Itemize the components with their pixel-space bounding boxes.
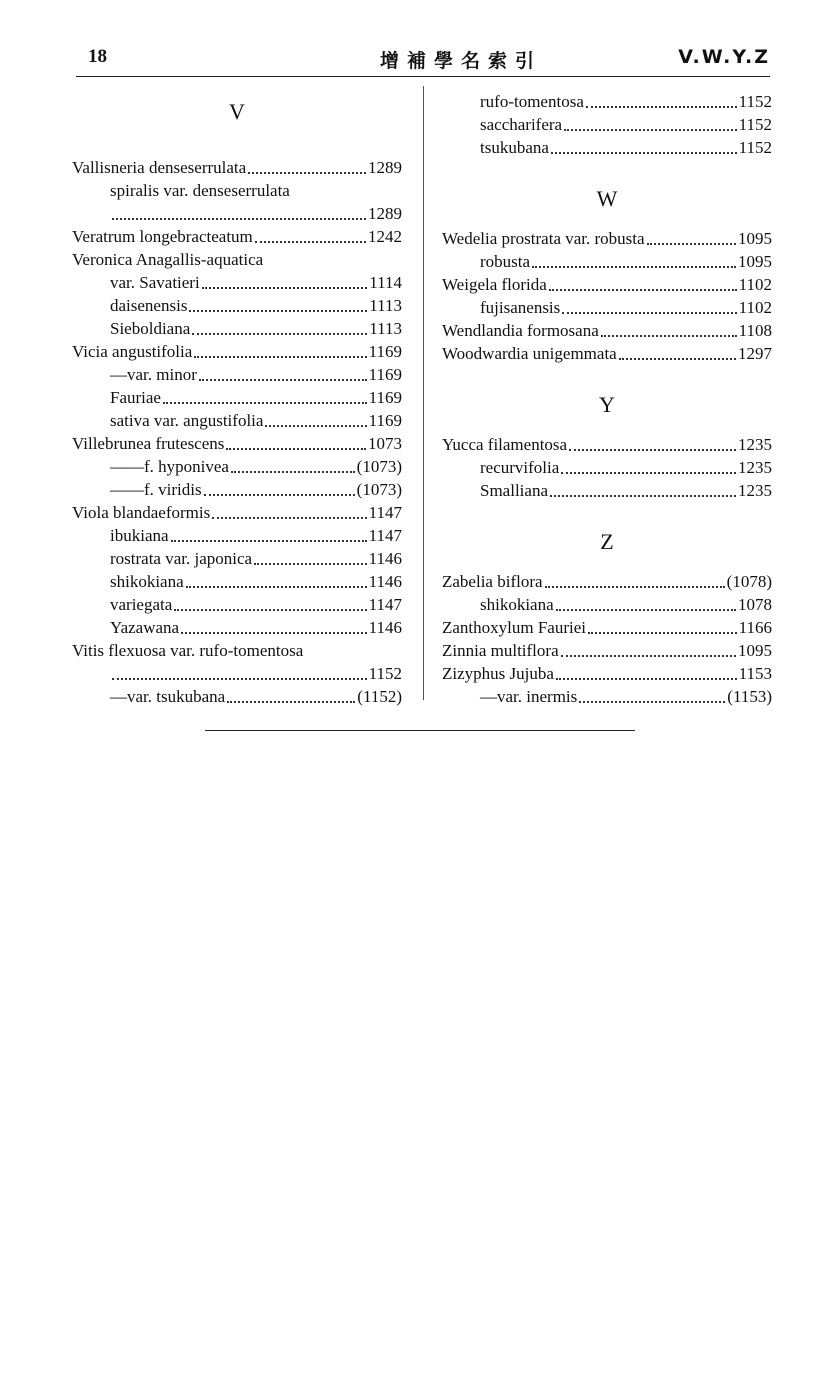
entry-list-z xyxy=(442,570,772,708)
leader-dots xyxy=(189,309,367,312)
leader-dots xyxy=(550,494,736,497)
leader-dots xyxy=(112,217,366,220)
entry-page-ref: (1153) xyxy=(727,687,772,706)
entry-name: fujisanensis xyxy=(480,298,561,317)
entry-name: Weigela florida xyxy=(442,275,547,294)
entry-page-ref: 1289 xyxy=(368,158,402,177)
index-entry xyxy=(72,478,402,501)
entry-page-ref: 1147 xyxy=(368,595,402,614)
entry-name: Villebrunea frutescens xyxy=(72,434,225,453)
entry-page-ref: 1146 xyxy=(368,618,402,637)
entry-page-ref: 1102 xyxy=(738,275,772,294)
section-heading-v: V xyxy=(229,99,245,124)
entry-page-ref: 1078 xyxy=(738,595,772,614)
entry-page-ref: 1153 xyxy=(738,664,772,683)
leader-dots xyxy=(192,332,367,335)
leader-dots xyxy=(601,334,737,337)
entry-page-ref: 1102 xyxy=(738,298,772,317)
leader-dots xyxy=(186,585,367,588)
entry-name: daisenensis xyxy=(110,296,188,315)
entry-page-ref: 1289 xyxy=(368,204,402,223)
entry-name: shikokiana xyxy=(480,595,554,614)
entry-page-ref: 1166 xyxy=(738,618,772,637)
entry-list-v-continued xyxy=(442,90,772,159)
index-entry xyxy=(72,524,402,547)
page-title: 增補學名索引 xyxy=(380,50,543,72)
leader-dots xyxy=(174,608,366,611)
entry-page-ref: 1152 xyxy=(738,138,772,157)
entry-name: Woodwardia unigemmata xyxy=(442,344,617,363)
index-entry xyxy=(442,136,772,159)
section-letters: V.W.Y.Z xyxy=(678,46,770,68)
entry-name: rostrata var. japonica xyxy=(110,549,253,568)
index-entry xyxy=(442,662,772,685)
leader-dots xyxy=(231,470,355,473)
index-entry xyxy=(72,271,402,294)
leader-dots xyxy=(556,677,737,680)
leader-dots xyxy=(532,265,736,268)
leader-dots xyxy=(562,311,736,314)
index-entry xyxy=(442,639,772,662)
entry-page-ref: 1169 xyxy=(368,365,402,384)
entry-name: variegata xyxy=(110,595,173,614)
entry-name: recurvifolia xyxy=(480,458,560,477)
index-entry xyxy=(442,342,772,365)
index-entry xyxy=(72,179,402,202)
index-entry xyxy=(442,319,772,342)
index-entry xyxy=(72,386,402,409)
entry-name: Wedelia prostrata var. robusta xyxy=(442,229,645,248)
entry-page-ref: (1152) xyxy=(357,687,402,706)
leader-dots xyxy=(579,700,725,703)
index-entry xyxy=(442,227,772,250)
entry-name: shikokiana xyxy=(110,572,184,591)
leader-dots xyxy=(226,447,366,450)
leader-dots xyxy=(564,128,737,131)
entry-name: Veratrum longebracteatum xyxy=(72,227,253,246)
entry-page-ref: 1147 xyxy=(368,526,402,545)
index-entry xyxy=(442,479,772,502)
entry-name: Vitis flexuosa var. rufo-tomentosa xyxy=(72,641,304,660)
entry-name: spiralis var. denseserrulata xyxy=(110,181,290,200)
entry-page-ref: 1152 xyxy=(738,115,772,134)
entry-name: —var. minor xyxy=(110,365,197,384)
leader-dots xyxy=(545,585,725,588)
index-entry xyxy=(442,250,772,273)
left-column xyxy=(72,90,402,708)
entry-page-ref: (1073) xyxy=(356,480,402,499)
entry-page-ref: 1169 xyxy=(368,342,402,361)
leader-dots xyxy=(549,288,737,291)
entry-page-ref: 1108 xyxy=(738,321,772,340)
entry-page-ref: 1169 xyxy=(368,388,402,407)
entry-page-ref: (1078) xyxy=(726,572,772,591)
entry-name: Sieboldiana xyxy=(110,319,191,338)
entry-name: Zabelia biflora xyxy=(442,572,543,591)
leader-dots xyxy=(255,240,366,243)
entry-name: sativa var. angustifolia xyxy=(110,411,264,430)
entry-list-v xyxy=(72,156,402,708)
index-entry xyxy=(72,639,402,662)
entry-name: Yucca filamentosa xyxy=(442,435,568,454)
leader-dots xyxy=(163,401,367,404)
leader-dots xyxy=(556,608,736,611)
index-entry xyxy=(442,570,772,593)
entry-page-ref: 1114 xyxy=(369,273,402,292)
index-entry xyxy=(72,432,402,455)
entry-page-ref: 1235 xyxy=(738,481,772,500)
entry-page-ref: 1169 xyxy=(368,411,402,430)
section-heading-z: Z xyxy=(600,529,614,554)
entry-page-ref: 1297 xyxy=(738,344,772,363)
leader-dots xyxy=(588,631,737,634)
entry-page-ref: 1095 xyxy=(738,229,772,248)
entry-page-ref: 1113 xyxy=(369,319,402,338)
leader-dots xyxy=(248,171,366,174)
entry-page-ref: 1147 xyxy=(368,503,402,522)
entry-name: —var. inermis xyxy=(480,687,578,706)
entry-name: Yazawana xyxy=(110,618,180,637)
leader-dots xyxy=(202,286,368,289)
entry-name: Viola blandaeformis xyxy=(72,503,211,522)
index-entry xyxy=(442,616,772,639)
index-entry xyxy=(442,273,772,296)
leader-dots xyxy=(199,378,367,381)
index-entry xyxy=(72,363,402,386)
index-entry xyxy=(72,570,402,593)
entry-page-ref: 1146 xyxy=(368,549,402,568)
entry-list-w xyxy=(442,227,772,365)
entry-name: Smalliana xyxy=(480,481,548,500)
entry-name: Veronica Anagallis-aquatica xyxy=(72,250,264,269)
bottom-rule xyxy=(205,730,635,731)
leader-dots xyxy=(569,448,736,451)
entry-page-ref: 1073 xyxy=(368,434,402,453)
leader-dots xyxy=(181,631,367,634)
index-entry xyxy=(72,685,402,708)
leader-dots xyxy=(227,700,355,703)
entry-name: var. Savatieri xyxy=(110,273,200,292)
index-entry xyxy=(72,616,402,639)
index-entry xyxy=(72,317,402,340)
entry-name: rufo-tomentosa xyxy=(480,92,584,111)
leader-dots xyxy=(204,493,355,496)
entry-name: tsukubana xyxy=(480,138,549,157)
entry-name: ——f. viridis xyxy=(110,480,202,499)
index-entry xyxy=(72,294,402,317)
page-number: 18 xyxy=(88,46,107,67)
entry-name: Wendlandia formosana xyxy=(442,321,599,340)
index-entry xyxy=(72,662,402,685)
entry-name: Zinnia multiflora xyxy=(442,641,559,660)
entry-page-ref: 1242 xyxy=(368,227,402,246)
entry-name: Vallisneria denseserrulata xyxy=(72,158,247,177)
header-rule xyxy=(76,76,770,77)
leader-dots xyxy=(619,357,736,360)
index-entry xyxy=(72,409,402,432)
entry-name: Zizyphus Jujuba xyxy=(442,664,554,683)
entry-page-ref: 1095 xyxy=(738,641,772,660)
leader-dots xyxy=(194,355,366,358)
entry-list-y xyxy=(442,433,772,502)
index-entry xyxy=(72,202,402,225)
leader-dots xyxy=(212,516,366,519)
index-entry xyxy=(442,113,772,136)
index-entry xyxy=(442,433,772,456)
entry-page-ref: 1235 xyxy=(738,435,772,454)
index-entry xyxy=(442,296,772,319)
leader-dots xyxy=(551,151,737,154)
entry-name: Vicia angustifolia xyxy=(72,342,193,361)
index-entry xyxy=(72,156,402,179)
entry-page-ref: 1152 xyxy=(368,664,402,683)
index-entry xyxy=(72,547,402,570)
index-entry xyxy=(72,225,402,248)
index-entry xyxy=(442,593,772,616)
entry-name: Zanthoxylum Fauriei xyxy=(442,618,587,637)
entry-page-ref: 1152 xyxy=(738,92,772,111)
entry-page-ref: (1073) xyxy=(356,457,402,476)
leader-dots xyxy=(265,424,366,427)
entry-name: ibukiana xyxy=(110,526,169,545)
entry-page-ref: 1113 xyxy=(369,296,402,315)
index-entry xyxy=(72,340,402,363)
entry-name: —var. tsukubana xyxy=(110,687,226,706)
entry-page-ref: 1235 xyxy=(738,458,772,477)
index-entry xyxy=(72,455,402,478)
page-header xyxy=(76,44,770,76)
index-entry xyxy=(72,248,402,271)
entry-name: robusta xyxy=(480,252,531,271)
column-divider xyxy=(423,86,424,700)
leader-dots xyxy=(561,654,736,657)
leader-dots xyxy=(647,242,736,245)
index-entry xyxy=(72,501,402,524)
leader-dots xyxy=(171,539,367,542)
leader-dots xyxy=(112,677,367,680)
index-entry xyxy=(72,593,402,616)
section-heading-y: Y xyxy=(599,392,615,417)
section-heading-w: W xyxy=(596,186,618,211)
entry-page-ref: 1095 xyxy=(738,252,772,271)
index-entry xyxy=(442,685,772,708)
entry-name: saccharifera xyxy=(480,115,563,134)
leader-dots xyxy=(561,471,736,474)
entry-page-ref: 1146 xyxy=(368,572,402,591)
index-entry xyxy=(442,90,772,113)
index-entry xyxy=(442,456,772,479)
entry-name: ——f. hyponivea xyxy=(110,457,229,476)
entry-name: Fauriae xyxy=(110,388,161,407)
leader-dots xyxy=(254,562,367,565)
leader-dots xyxy=(586,105,737,108)
right-column xyxy=(442,90,772,708)
